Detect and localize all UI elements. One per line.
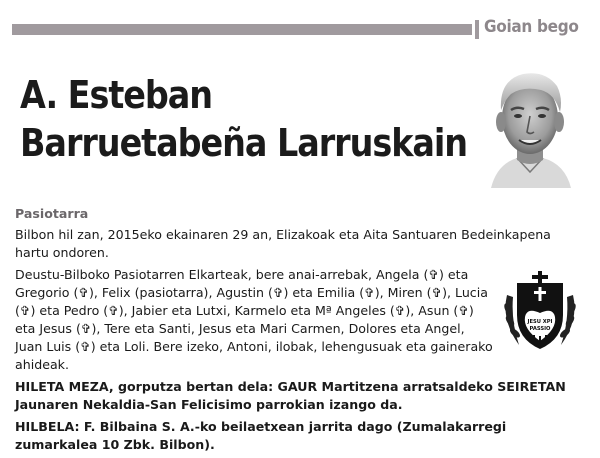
deceased-role: Pasiotarra xyxy=(15,206,89,221)
portrait-photo xyxy=(483,60,577,188)
wake-notice: HILBELA: F. Bilbaina S. A.-ko beilaetxean jarrita dago (Zumalakarregi zumarkalea 10 Zbk. Bilbon). xyxy=(15,419,507,452)
passionist-emblem xyxy=(497,265,583,353)
funeral-notice: HILETA MEZA, gorputza bertan dela: GAUR Martitzena arratsaldeko SEIRETAN Jaunaren Nekaldia-San Felicisimo parrokian izango da. xyxy=(15,379,566,412)
section-label: Goian bego xyxy=(484,17,579,37)
death-notice: Bilbon hil zan, 2015eko ekainaren 29 an, Elizakoak eta Aita Santuaren Bedeinkapena hartu ondoren. xyxy=(15,227,551,260)
emblem-text-line1: JESU XPI xyxy=(527,319,553,325)
header-rule-tab xyxy=(475,20,479,39)
deceased-name-line2: Barruetabeña Larruskain xyxy=(20,121,468,165)
family-list: Deustu-Bilboko Pasiotarren Elkarteak, bere anai-arrebak, Angela (✞) eta Gregorio (✞), Felix (pasiotarra), Agustin (✞) eta Emilia (✞), Miren (✞), Lucia (✞) eta Pedro (✞), Jabier eta Lutxi, Karmelo eta Mª Angeles (✞), Asun (✞) eta Jesus (✞), Tere eta Santi, Jesus eta Mari Carmen, Dolores eta Angel, Juan Luis (✞) eta Loli. Bere izeko, Antoni, ilobak, lehengusuak eta gainerako ahideak. xyxy=(15,267,493,372)
header-rule xyxy=(12,24,472,35)
deceased-name-line1: A. Esteban xyxy=(20,73,213,117)
obituary-body xyxy=(15,205,575,458)
emblem-text-line2: PASSIO xyxy=(529,326,551,332)
